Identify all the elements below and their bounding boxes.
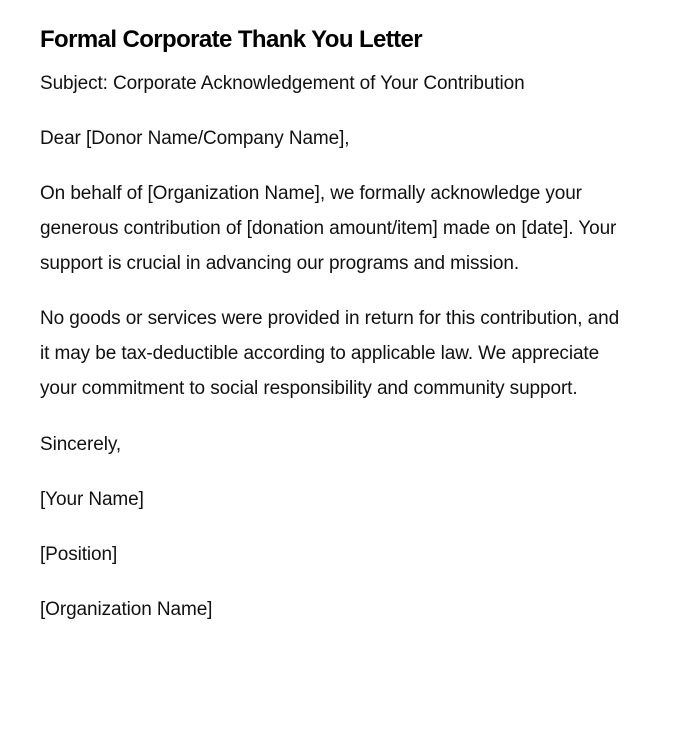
- signature-organization: [Organization Name]: [40, 599, 213, 620]
- signature-position: [Position]: [40, 544, 118, 565]
- letter-closing: Sincerely,: [40, 434, 122, 455]
- letter-body-paragraph-2: No goods or services were provided in return for this contribution, and it may be tax-deductible according to applicable law. We appreciate your commitment to social responsibility and community support.: [40, 308, 620, 399]
- letter-subject: Subject: Corporate Acknowledgement of Your Contribution: [40, 73, 525, 94]
- letter-salutation: Dear [Donor Name/Company Name],: [40, 128, 350, 149]
- signature-name: [Your Name]: [40, 489, 144, 510]
- document-title: Formal Corporate Thank You Letter: [40, 26, 423, 53]
- letter-body-paragraph-1: On behalf of [Organization Name], we formally acknowledge your generous contribution of [donation amount/item] made on [date]. Your support is crucial in advancing our programs and mission.: [40, 183, 617, 274]
